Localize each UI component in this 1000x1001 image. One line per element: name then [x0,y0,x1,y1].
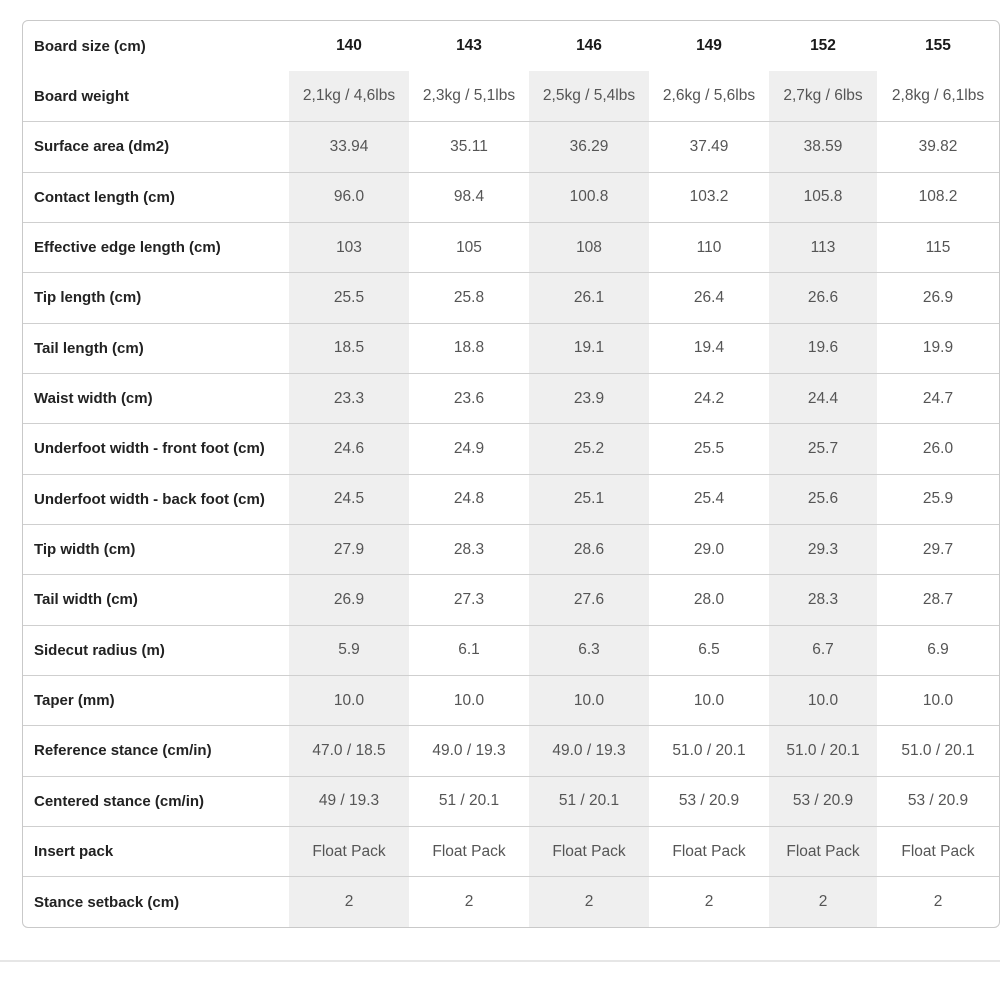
table-cell: 2,5kg / 5,4lbs [529,71,649,121]
table-cell: 105.8 [769,172,877,222]
row-label: Sidecut radius (m) [23,625,289,675]
table-cell: 105 [409,222,529,272]
table-cell: 10.0 [877,675,999,725]
table-cell: 24.6 [289,424,409,474]
table-cell: 39.82 [877,122,999,172]
table-cell: 26.0 [877,424,999,474]
table-cell: 110 [649,222,769,272]
row-label: Tail length (cm) [23,323,289,373]
table-row [23,474,999,524]
table-cell: 26.6 [769,273,877,323]
table-cell: 2,3kg / 5,1lbs [422,87,516,105]
header-label: Board size (cm) [34,37,146,55]
table-cell: 19.4 [649,323,769,373]
size-header: 149 [696,37,722,55]
table-cell: 6.3 [529,625,649,675]
table-row [23,827,999,877]
table-cell: 24.4 [769,373,877,423]
size-header: 140 [336,37,362,55]
table-cell: 25.5 [649,424,769,474]
row-label: Board weight [34,87,130,105]
table-row [23,877,999,927]
table-cell: 10.0 [529,675,649,725]
table-cell: 19.1 [529,323,649,373]
table-cell: 24.8 [409,474,529,524]
table-cell: Float Pack [769,827,877,877]
row-label: Stance setback (cm) [23,877,289,927]
table-row [23,524,999,574]
table-cell: 108 [529,222,649,272]
table-cell: 53 / 20.9 [877,776,999,826]
table-cell: 10.0 [769,675,877,725]
spec-table-body [23,71,999,927]
table-cell: 25.5 [289,273,409,323]
table-cell: 18.5 [289,323,409,373]
table-cell: 103.2 [649,172,769,222]
table-cell: 26.1 [529,273,649,323]
table-cell: 115 [877,222,999,272]
table-cell: 2 [529,877,649,927]
table-cell: 2 [409,877,529,927]
table-cell: 28.3 [769,575,877,625]
table-cell: 23.6 [409,373,529,423]
table-row [23,776,999,826]
table-cell: 28.3 [409,524,529,574]
table-cell: 33.94 [289,122,409,172]
table-cell: 27.6 [529,575,649,625]
table-cell: 25.2 [529,424,649,474]
table-cell: 47.0 / 18.5 [289,726,409,776]
table-cell: 2,6kg / 5,6lbs [662,87,756,105]
size-header: 152 [810,37,836,55]
table-cell: 25.4 [649,474,769,524]
table-row [23,323,999,373]
size-header: 155 [925,37,951,55]
table-cell: 18.8 [409,323,529,373]
spec-table-container [22,20,1000,928]
table-cell: 51.0 / 20.1 [769,726,877,776]
table-cell: Float Pack [289,827,409,877]
table-cell: 25.8 [409,273,529,323]
table-cell: 113 [769,222,877,272]
table-cell: 28.0 [649,575,769,625]
table-cell: 27.9 [289,524,409,574]
row-label: Tip length (cm) [23,273,289,323]
table-cell: 5.9 [289,625,409,675]
table-cell: 29.0 [649,524,769,574]
header-row [23,21,999,71]
row-label: Taper (mm) [23,675,289,725]
table-cell: 6.9 [877,625,999,675]
table-cell: 25.1 [529,474,649,524]
table-row [23,675,999,725]
table-cell: 24.9 [409,424,529,474]
row-label: Insert pack [23,827,289,877]
table-cell: 49 / 19.3 [289,776,409,826]
row-label: Centered stance (cm/in) [23,776,289,826]
table-cell: 24.2 [649,373,769,423]
table-cell: 100.8 [529,172,649,222]
row-label: Underfoot width - back foot (cm) [23,474,289,524]
table-cell: 23.3 [289,373,409,423]
table-cell: 10.0 [289,675,409,725]
size-header: 146 [576,37,602,55]
table-cell: 10.0 [649,675,769,725]
table-cell: 51.0 / 20.1 [877,726,999,776]
table-cell: 28.6 [529,524,649,574]
board-spec-table [23,21,999,927]
table-row [23,373,999,423]
table-cell: 26.9 [289,575,409,625]
table-cell: 26.9 [877,273,999,323]
table-cell: 38.59 [769,122,877,172]
table-cell: 19.9 [877,323,999,373]
table-cell: Float Pack [409,827,529,877]
table-cell: 19.6 [769,323,877,373]
table-cell: 35.11 [409,122,529,172]
table-cell: 27.3 [409,575,529,625]
row-label: Effective edge length (cm) [23,222,289,272]
table-row [23,222,999,272]
table-cell: 53 / 20.9 [649,776,769,826]
table-cell: 25.7 [769,424,877,474]
table-cell: 25.6 [769,474,877,524]
table-cell: 49.0 / 19.3 [529,726,649,776]
table-cell: Float Pack [649,827,769,877]
table-cell: 26.4 [649,273,769,323]
table-cell: 51 / 20.1 [409,776,529,826]
table-row [23,273,999,323]
table-cell: 103 [289,222,409,272]
table-cell: 96.0 [289,172,409,222]
table-cell: 24.7 [877,373,999,423]
row-label: Underfoot width - front foot (cm) [23,424,289,474]
table-cell: 2 [877,877,999,927]
table-cell: Float Pack [529,827,649,877]
table-cell: 25.9 [877,474,999,524]
table-cell: 2,7kg / 6lbs [769,71,877,121]
table-cell: 51.0 / 20.1 [649,726,769,776]
table-cell: 28.7 [877,575,999,625]
table-cell: 23.9 [529,373,649,423]
table-cell: 2,1kg / 4,6lbs [289,71,409,121]
row-label: Tip width (cm) [23,524,289,574]
table-cell: 2 [289,877,409,927]
row-label: Surface area (dm2) [23,122,289,172]
table-cell: 29.7 [877,524,999,574]
table-cell: 2 [769,877,877,927]
table-row [23,575,999,625]
row-label: Reference stance (cm/in) [23,726,289,776]
table-cell: 6.5 [649,625,769,675]
table-cell: 49.0 / 19.3 [409,726,529,776]
table-cell: 6.7 [769,625,877,675]
table-cell: 53 / 20.9 [769,776,877,826]
table-cell: 24.5 [289,474,409,524]
table-row [23,122,999,172]
table-row [23,726,999,776]
table-cell: 98.4 [409,172,529,222]
size-header: 143 [456,37,482,55]
table-cell: Float Pack [877,827,999,877]
table-row [23,71,999,121]
row-label: Tail width (cm) [23,575,289,625]
table-row [23,172,999,222]
table-cell: 37.49 [649,122,769,172]
row-label: Waist width (cm) [23,373,289,423]
table-cell: 6.1 [409,625,529,675]
table-cell: 10.0 [409,675,529,725]
table-cell: 2 [649,877,769,927]
table-cell: 51 / 20.1 [529,776,649,826]
row-label: Contact length (cm) [23,172,289,222]
table-cell: 29.3 [769,524,877,574]
table-cell: 108.2 [877,172,999,222]
table-cell: 2,8kg / 6,1lbs [891,87,985,105]
table-cell: 36.29 [529,122,649,172]
table-row [23,625,999,675]
table-row [23,424,999,474]
